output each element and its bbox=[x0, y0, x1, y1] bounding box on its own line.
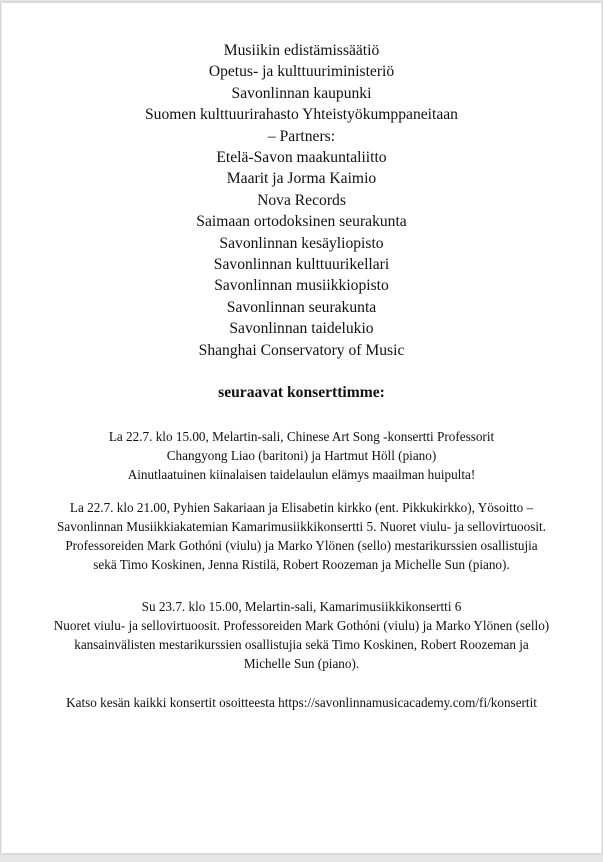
concert-entry-2 bbox=[2, 498, 601, 574]
partner-line: Savonlinnan kesäyliopisto bbox=[219, 234, 384, 252]
concert-line: Savonlinnan Musiikkiakatemian Kamarimusiikkikonsertti 5. Nuoret viulu- ja sellovirtuoosit. bbox=[57, 519, 546, 535]
concert-line: Changyong Liao (baritoni) ja Hartmut Höll (piano) bbox=[166, 448, 437, 464]
partner-line: Savonlinnan taidelukio bbox=[229, 320, 374, 338]
upcoming-concerts-heading: seuraavat konserttimme: bbox=[218, 384, 385, 401]
footer-concerts-link-text: Katso kesän kaikki konsertit osoitteesta https://savonlinnamusicacademy.com/fi/konsertit bbox=[66, 695, 537, 710]
concert-line: La 22.7. klo 21.00, Pyhien Sakariaan ja Elisabetin kirkko (ent. Pikkukirkko), Yösoitto – bbox=[69, 500, 534, 515]
partner-line: Savonlinnan seurakunta bbox=[226, 298, 377, 316]
partners-label: – Partners: bbox=[267, 127, 336, 145]
concert-line: sekä Timo Koskinen, Jenna Ristilä, Robert Roozeman ja Michelle Sun (piano). bbox=[93, 557, 510, 573]
concert-line: Su 23.7. klo 15.00, Melartin-sali, Kamarimusiikkikonsertti 6 bbox=[141, 599, 462, 614]
concert-line: kansainvälisten mestarikurssien osallistujia sekä Timo Koskinen, Robert Roozeman ja bbox=[74, 637, 529, 653]
sponsor-line: Savonlinnan kaupunki bbox=[231, 84, 372, 102]
partner-line: Shanghai Conservatory of Music bbox=[198, 341, 405, 359]
partner-line: Maarit ja Jorma Kaimio bbox=[226, 170, 377, 188]
concert-line: Professoreiden Mark Gothóni (viulu) ja Marko Ylönen (sello) mestarikurssien osallistujia bbox=[65, 538, 538, 554]
sponsor-line: Opetus- ja kulttuuriministeriö bbox=[208, 63, 395, 81]
concert-entry-3 bbox=[2, 597, 601, 673]
partner-line: Saimaan ortodoksinen seurakunta bbox=[196, 213, 407, 231]
concert-line: Michelle Sun (piano). bbox=[243, 656, 360, 672]
concert-line: La 22.7. klo 15.00, Melartin-sali, Chinese Art Song -konsertti Professorit bbox=[108, 429, 495, 444]
concert-entry-1 bbox=[2, 427, 601, 484]
document-page bbox=[1, 3, 602, 853]
partner-line: Nova Records bbox=[257, 191, 346, 209]
partner-line: Savonlinnan musiikkiopisto bbox=[214, 277, 389, 295]
partner-line: Savonlinnan kulttuurikellari bbox=[213, 256, 390, 274]
sponsor-line: Musiikin edistämissäätiö bbox=[223, 42, 380, 59]
concert-line: Ainutlaatuinen kiinalaisen taidelaulun elämys maailman huipulta! bbox=[127, 467, 476, 483]
sponsor-line: Suomen kulttuurirahasto Yhteistyökumppaneitaan bbox=[145, 106, 458, 124]
partner-line: Etelä-Savon maakuntaliitto bbox=[216, 149, 387, 167]
sponsor-list bbox=[2, 40, 601, 361]
concert-line: Nuoret viulu- ja sellovirtuoosit. Professoreiden Mark Gothóni (viulu) ja Marko Ylönen (sello) bbox=[53, 618, 550, 634]
